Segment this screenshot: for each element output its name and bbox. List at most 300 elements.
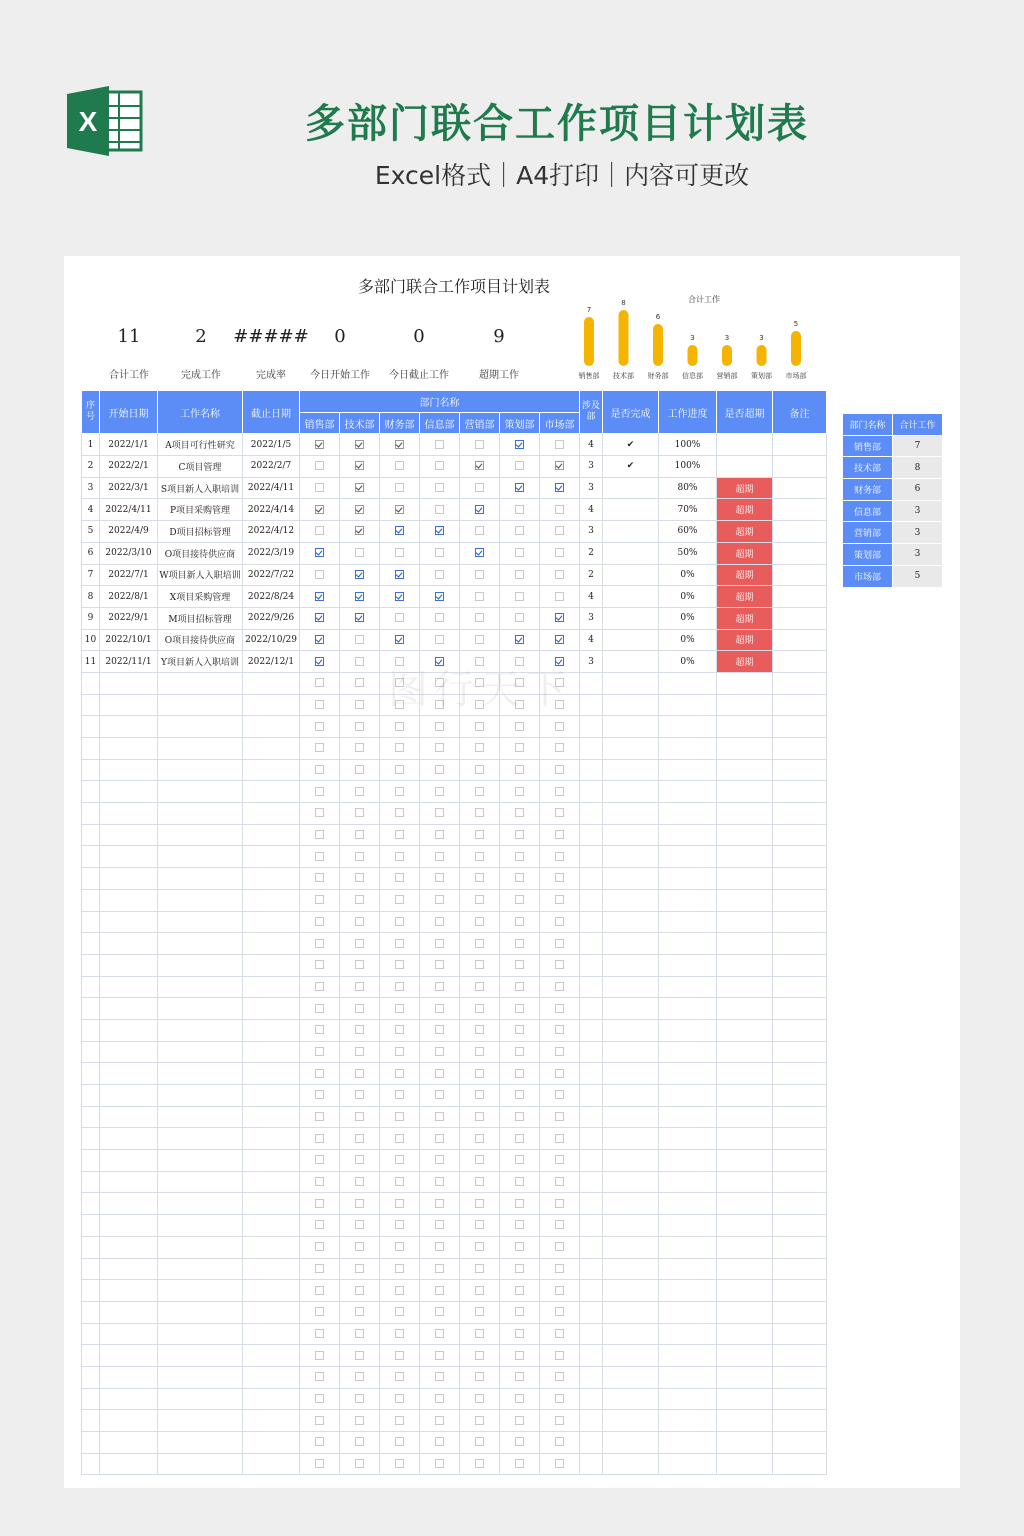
checkbox-empty-icon[interactable] xyxy=(475,526,484,535)
checkbox-empty-icon[interactable] xyxy=(315,1047,324,1056)
checkbox-empty-icon[interactable] xyxy=(475,1286,484,1295)
empty-cell[interactable] xyxy=(717,1453,773,1475)
checkbox-empty-icon[interactable] xyxy=(435,1416,444,1425)
empty-cell[interactable] xyxy=(243,1236,300,1258)
empty-cell[interactable] xyxy=(717,1063,773,1085)
empty-cell[interactable] xyxy=(158,1150,243,1172)
empty-cell[interactable] xyxy=(100,868,158,890)
empty-cell[interactable] xyxy=(580,694,603,716)
empty-cell[interactable] xyxy=(717,1432,773,1454)
cell-note[interactable] xyxy=(773,586,827,608)
empty-cell[interactable] xyxy=(158,1236,243,1258)
checkbox-empty-icon[interactable] xyxy=(355,852,364,861)
checkbox-empty-icon[interactable] xyxy=(475,895,484,904)
empty-cell[interactable] xyxy=(82,803,100,825)
checkbox-empty-icon[interactable] xyxy=(435,1047,444,1056)
empty-cell[interactable] xyxy=(773,1106,827,1128)
empty-cell[interactable] xyxy=(659,672,717,694)
checkbox-empty-icon[interactable] xyxy=(555,440,564,449)
checkbox-empty-icon[interactable] xyxy=(315,1004,324,1013)
checkbox-empty-icon[interactable] xyxy=(395,722,404,731)
empty-cell[interactable] xyxy=(82,694,100,716)
checkbox-empty-icon[interactable] xyxy=(515,1220,524,1229)
empty-cell[interactable] xyxy=(659,868,717,890)
checkbox-checked-icon[interactable] xyxy=(355,592,364,601)
empty-cell[interactable] xyxy=(717,781,773,803)
empty-cell[interactable] xyxy=(82,1366,100,1388)
checkbox-empty-icon[interactable] xyxy=(315,461,324,470)
empty-cell[interactable] xyxy=(717,911,773,933)
checkbox-empty-icon[interactable] xyxy=(435,1090,444,1099)
checkbox-empty-icon[interactable] xyxy=(475,982,484,991)
empty-cell[interactable] xyxy=(82,824,100,846)
empty-cell[interactable] xyxy=(100,1236,158,1258)
empty-cell[interactable] xyxy=(717,1171,773,1193)
empty-cell[interactable] xyxy=(82,1236,100,1258)
checkbox-empty-icon[interactable] xyxy=(515,592,524,601)
empty-cell[interactable] xyxy=(243,1041,300,1063)
checkbox-empty-icon[interactable] xyxy=(395,1286,404,1295)
empty-cell[interactable] xyxy=(773,694,827,716)
empty-cell[interactable] xyxy=(100,672,158,694)
checkbox-empty-icon[interactable] xyxy=(355,1155,364,1164)
checkbox-empty-icon[interactable] xyxy=(435,1220,444,1229)
checkbox-empty-icon[interactable] xyxy=(475,787,484,796)
empty-cell[interactable] xyxy=(82,781,100,803)
empty-cell[interactable] xyxy=(717,1345,773,1367)
checkbox-empty-icon[interactable] xyxy=(435,808,444,817)
empty-cell[interactable] xyxy=(580,1215,603,1237)
checkbox-empty-icon[interactable] xyxy=(435,1351,444,1360)
checkbox-empty-icon[interactable] xyxy=(475,1459,484,1468)
checkbox-empty-icon[interactable] xyxy=(355,1025,364,1034)
empty-cell[interactable] xyxy=(603,954,659,976)
empty-cell[interactable] xyxy=(243,868,300,890)
empty-cell[interactable] xyxy=(100,1215,158,1237)
checkbox-empty-icon[interactable] xyxy=(475,830,484,839)
empty-cell[interactable] xyxy=(100,911,158,933)
empty-cell[interactable] xyxy=(773,1171,827,1193)
empty-cell[interactable] xyxy=(580,1301,603,1323)
checkbox-empty-icon[interactable] xyxy=(475,1069,484,1078)
checkbox-empty-icon[interactable] xyxy=(435,960,444,969)
empty-cell[interactable] xyxy=(773,1193,827,1215)
empty-cell[interactable] xyxy=(580,1193,603,1215)
checkbox-empty-icon[interactable] xyxy=(475,1437,484,1446)
empty-cell[interactable] xyxy=(773,1128,827,1150)
empty-cell[interactable] xyxy=(100,1432,158,1454)
cell-note[interactable] xyxy=(773,629,827,651)
empty-cell[interactable] xyxy=(100,1150,158,1172)
empty-cell[interactable] xyxy=(659,998,717,1020)
checkbox-empty-icon[interactable] xyxy=(315,1090,324,1099)
empty-cell[interactable] xyxy=(717,1280,773,1302)
checkbox-empty-icon[interactable] xyxy=(475,1242,484,1251)
empty-cell[interactable] xyxy=(773,933,827,955)
checkbox-empty-icon[interactable] xyxy=(475,1090,484,1099)
checkbox-empty-icon[interactable] xyxy=(315,982,324,991)
checkbox-empty-icon[interactable] xyxy=(555,1155,564,1164)
checkbox-empty-icon[interactable] xyxy=(515,1090,524,1099)
empty-cell[interactable] xyxy=(773,1301,827,1323)
checkbox-empty-icon[interactable] xyxy=(475,939,484,948)
checkbox-empty-icon[interactable] xyxy=(395,1307,404,1316)
empty-cell[interactable] xyxy=(603,1106,659,1128)
checkbox-empty-icon[interactable] xyxy=(555,1416,564,1425)
empty-cell[interactable] xyxy=(243,1215,300,1237)
empty-cell[interactable] xyxy=(82,1019,100,1041)
checkbox-empty-icon[interactable] xyxy=(355,657,364,666)
empty-cell[interactable] xyxy=(243,1345,300,1367)
empty-cell[interactable] xyxy=(100,1258,158,1280)
empty-cell[interactable] xyxy=(243,1150,300,1172)
checkbox-empty-icon[interactable] xyxy=(395,1004,404,1013)
empty-cell[interactable] xyxy=(659,1215,717,1237)
checkbox-empty-icon[interactable] xyxy=(515,917,524,926)
empty-cell[interactable] xyxy=(580,824,603,846)
checkbox-empty-icon[interactable] xyxy=(395,483,404,492)
empty-cell[interactable] xyxy=(243,911,300,933)
checkbox-empty-icon[interactable] xyxy=(355,1220,364,1229)
checkbox-checked-icon[interactable] xyxy=(555,461,564,470)
checkbox-empty-icon[interactable] xyxy=(555,1069,564,1078)
empty-cell[interactable] xyxy=(82,738,100,760)
empty-cell[interactable] xyxy=(100,1388,158,1410)
empty-cell[interactable] xyxy=(158,1041,243,1063)
empty-cell[interactable] xyxy=(603,1085,659,1107)
checkbox-checked-icon[interactable] xyxy=(515,483,524,492)
checkbox-empty-icon[interactable] xyxy=(395,1220,404,1229)
checkbox-checked-icon[interactable] xyxy=(395,440,404,449)
empty-cell[interactable] xyxy=(659,1085,717,1107)
empty-cell[interactable] xyxy=(243,1453,300,1475)
checkbox-empty-icon[interactable] xyxy=(395,1025,404,1034)
checkbox-empty-icon[interactable] xyxy=(395,1351,404,1360)
checkbox-empty-icon[interactable] xyxy=(475,852,484,861)
empty-cell[interactable] xyxy=(659,911,717,933)
checkbox-checked-icon[interactable] xyxy=(555,635,564,644)
checkbox-empty-icon[interactable] xyxy=(395,765,404,774)
checkbox-empty-icon[interactable] xyxy=(355,1134,364,1143)
checkbox-empty-icon[interactable] xyxy=(315,895,324,904)
empty-cell[interactable] xyxy=(603,998,659,1020)
empty-cell[interactable] xyxy=(243,738,300,760)
checkbox-empty-icon[interactable] xyxy=(515,1286,524,1295)
checkbox-empty-icon[interactable] xyxy=(555,1004,564,1013)
checkbox-empty-icon[interactable] xyxy=(555,1264,564,1273)
empty-cell[interactable] xyxy=(717,803,773,825)
checkbox-empty-icon[interactable] xyxy=(395,1437,404,1446)
checkbox-empty-icon[interactable] xyxy=(515,852,524,861)
empty-cell[interactable] xyxy=(580,868,603,890)
checkbox-empty-icon[interactable] xyxy=(355,808,364,817)
empty-cell[interactable] xyxy=(243,1323,300,1345)
checkbox-empty-icon[interactable] xyxy=(355,1351,364,1360)
checkbox-empty-icon[interactable] xyxy=(515,722,524,731)
checkbox-empty-icon[interactable] xyxy=(475,1351,484,1360)
checkbox-empty-icon[interactable] xyxy=(315,1112,324,1121)
checkbox-empty-icon[interactable] xyxy=(515,982,524,991)
empty-cell[interactable] xyxy=(100,1171,158,1193)
checkbox-empty-icon[interactable] xyxy=(315,917,324,926)
empty-cell[interactable] xyxy=(659,1236,717,1258)
empty-cell[interactable] xyxy=(158,911,243,933)
empty-cell[interactable] xyxy=(717,868,773,890)
checkbox-empty-icon[interactable] xyxy=(475,613,484,622)
empty-cell[interactable] xyxy=(717,759,773,781)
empty-cell[interactable] xyxy=(100,1301,158,1323)
checkbox-empty-icon[interactable] xyxy=(395,873,404,882)
empty-cell[interactable] xyxy=(603,803,659,825)
empty-cell[interactable] xyxy=(603,738,659,760)
empty-cell[interactable] xyxy=(603,716,659,738)
empty-cell[interactable] xyxy=(717,1128,773,1150)
checkbox-empty-icon[interactable] xyxy=(395,1264,404,1273)
empty-cell[interactable] xyxy=(580,1128,603,1150)
empty-cell[interactable] xyxy=(158,1085,243,1107)
checkbox-empty-icon[interactable] xyxy=(475,592,484,601)
empty-cell[interactable] xyxy=(243,998,300,1020)
empty-cell[interactable] xyxy=(100,1345,158,1367)
checkbox-empty-icon[interactable] xyxy=(475,1155,484,1164)
checkbox-empty-icon[interactable] xyxy=(515,873,524,882)
checkbox-empty-icon[interactable] xyxy=(395,808,404,817)
empty-cell[interactable] xyxy=(717,1041,773,1063)
checkbox-checked-icon[interactable] xyxy=(475,505,484,514)
checkbox-checked-icon[interactable] xyxy=(355,461,364,470)
empty-cell[interactable] xyxy=(243,1432,300,1454)
empty-cell[interactable] xyxy=(580,1388,603,1410)
empty-cell[interactable] xyxy=(773,889,827,911)
empty-cell[interactable] xyxy=(158,1258,243,1280)
empty-cell[interactable] xyxy=(158,998,243,1020)
checkbox-checked-icon[interactable] xyxy=(395,505,404,514)
checkbox-empty-icon[interactable] xyxy=(515,787,524,796)
empty-cell[interactable] xyxy=(659,1128,717,1150)
empty-cell[interactable] xyxy=(717,954,773,976)
empty-cell[interactable] xyxy=(603,1388,659,1410)
checkbox-empty-icon[interactable] xyxy=(555,808,564,817)
empty-cell[interactable] xyxy=(82,1215,100,1237)
empty-cell[interactable] xyxy=(659,716,717,738)
checkbox-empty-icon[interactable] xyxy=(515,505,524,514)
empty-cell[interactable] xyxy=(158,933,243,955)
empty-cell[interactable] xyxy=(659,976,717,998)
empty-cell[interactable] xyxy=(603,1236,659,1258)
empty-cell[interactable] xyxy=(717,1323,773,1345)
empty-cell[interactable] xyxy=(773,868,827,890)
checkbox-empty-icon[interactable] xyxy=(435,1329,444,1338)
empty-cell[interactable] xyxy=(773,911,827,933)
empty-cell[interactable] xyxy=(243,824,300,846)
empty-cell[interactable] xyxy=(580,1432,603,1454)
checkbox-empty-icon[interactable] xyxy=(315,1351,324,1360)
checkbox-empty-icon[interactable] xyxy=(475,1372,484,1381)
empty-cell[interactable] xyxy=(158,781,243,803)
checkbox-checked-icon[interactable] xyxy=(355,526,364,535)
checkbox-empty-icon[interactable] xyxy=(315,1286,324,1295)
empty-cell[interactable] xyxy=(773,1280,827,1302)
checkbox-checked-icon[interactable] xyxy=(395,592,404,601)
checkbox-empty-icon[interactable] xyxy=(355,1394,364,1403)
cell-note[interactable] xyxy=(773,499,827,521)
checkbox-empty-icon[interactable] xyxy=(315,1329,324,1338)
empty-cell[interactable] xyxy=(603,976,659,998)
checkbox-empty-icon[interactable] xyxy=(515,1004,524,1013)
empty-cell[interactable] xyxy=(82,1085,100,1107)
checkbox-empty-icon[interactable] xyxy=(475,808,484,817)
checkbox-empty-icon[interactable] xyxy=(355,982,364,991)
checkbox-checked-icon[interactable] xyxy=(435,526,444,535)
checkbox-empty-icon[interactable] xyxy=(555,526,564,535)
checkbox-empty-icon[interactable] xyxy=(555,1459,564,1468)
empty-cell[interactable] xyxy=(243,1171,300,1193)
checkbox-empty-icon[interactable] xyxy=(475,765,484,774)
empty-cell[interactable] xyxy=(773,846,827,868)
empty-cell[interactable] xyxy=(580,1150,603,1172)
empty-cell[interactable] xyxy=(773,1019,827,1041)
empty-cell[interactable] xyxy=(603,672,659,694)
empty-cell[interactable] xyxy=(82,672,100,694)
checkbox-empty-icon[interactable] xyxy=(475,1004,484,1013)
empty-cell[interactable] xyxy=(82,759,100,781)
checkbox-empty-icon[interactable] xyxy=(435,1286,444,1295)
empty-cell[interactable] xyxy=(100,1019,158,1041)
empty-cell[interactable] xyxy=(603,781,659,803)
empty-cell[interactable] xyxy=(243,803,300,825)
empty-cell[interactable] xyxy=(603,1323,659,1345)
empty-cell[interactable] xyxy=(580,1063,603,1085)
empty-cell[interactable] xyxy=(158,889,243,911)
checkbox-empty-icon[interactable] xyxy=(555,1307,564,1316)
checkbox-empty-icon[interactable] xyxy=(555,592,564,601)
empty-cell[interactable] xyxy=(659,846,717,868)
empty-cell[interactable] xyxy=(717,1388,773,1410)
checkbox-checked-icon[interactable] xyxy=(555,483,564,492)
checkbox-checked-icon[interactable] xyxy=(355,570,364,579)
checkbox-empty-icon[interactable] xyxy=(555,1242,564,1251)
checkbox-checked-icon[interactable] xyxy=(315,592,324,601)
empty-cell[interactable] xyxy=(717,1258,773,1280)
checkbox-empty-icon[interactable] xyxy=(355,1069,364,1078)
checkbox-empty-icon[interactable] xyxy=(515,1112,524,1121)
empty-cell[interactable] xyxy=(158,1280,243,1302)
empty-cell[interactable] xyxy=(580,803,603,825)
empty-cell[interactable] xyxy=(82,933,100,955)
checkbox-checked-icon[interactable] xyxy=(315,548,324,557)
empty-cell[interactable] xyxy=(100,781,158,803)
empty-cell[interactable] xyxy=(100,1085,158,1107)
checkbox-empty-icon[interactable] xyxy=(555,852,564,861)
empty-cell[interactable] xyxy=(243,976,300,998)
empty-cell[interactable] xyxy=(659,1193,717,1215)
checkbox-empty-icon[interactable] xyxy=(395,960,404,969)
empty-cell[interactable] xyxy=(773,1388,827,1410)
empty-cell[interactable] xyxy=(100,803,158,825)
checkbox-empty-icon[interactable] xyxy=(355,1199,364,1208)
empty-cell[interactable] xyxy=(603,1041,659,1063)
empty-cell[interactable] xyxy=(773,716,827,738)
checkbox-empty-icon[interactable] xyxy=(315,483,324,492)
checkbox-empty-icon[interactable] xyxy=(355,895,364,904)
checkbox-empty-icon[interactable] xyxy=(475,1112,484,1121)
checkbox-empty-icon[interactable] xyxy=(475,1264,484,1273)
checkbox-empty-icon[interactable] xyxy=(315,526,324,535)
empty-cell[interactable] xyxy=(100,933,158,955)
empty-cell[interactable] xyxy=(580,998,603,1020)
empty-cell[interactable] xyxy=(158,1366,243,1388)
empty-cell[interactable] xyxy=(243,954,300,976)
checkbox-empty-icon[interactable] xyxy=(555,1177,564,1186)
empty-cell[interactable] xyxy=(603,1410,659,1432)
checkbox-empty-icon[interactable] xyxy=(475,1025,484,1034)
empty-cell[interactable] xyxy=(603,824,659,846)
empty-cell[interactable] xyxy=(100,1453,158,1475)
checkbox-empty-icon[interactable] xyxy=(395,1394,404,1403)
empty-cell[interactable] xyxy=(100,1366,158,1388)
checkbox-empty-icon[interactable] xyxy=(515,830,524,839)
empty-cell[interactable] xyxy=(243,759,300,781)
checkbox-empty-icon[interactable] xyxy=(515,939,524,948)
checkbox-empty-icon[interactable] xyxy=(315,1199,324,1208)
empty-cell[interactable] xyxy=(603,1150,659,1172)
checkbox-empty-icon[interactable] xyxy=(355,743,364,752)
empty-cell[interactable] xyxy=(82,1193,100,1215)
empty-cell[interactable] xyxy=(82,1280,100,1302)
checkbox-empty-icon[interactable] xyxy=(355,678,364,687)
empty-cell[interactable] xyxy=(82,1150,100,1172)
checkbox-checked-icon[interactable] xyxy=(355,440,364,449)
checkbox-empty-icon[interactable] xyxy=(515,548,524,557)
empty-cell[interactable] xyxy=(100,824,158,846)
checkbox-empty-icon[interactable] xyxy=(515,1416,524,1425)
checkbox-empty-icon[interactable] xyxy=(515,743,524,752)
empty-cell[interactable] xyxy=(158,1019,243,1041)
empty-cell[interactable] xyxy=(158,738,243,760)
checkbox-empty-icon[interactable] xyxy=(435,570,444,579)
cell-note[interactable] xyxy=(773,607,827,629)
empty-cell[interactable] xyxy=(243,1388,300,1410)
empty-cell[interactable] xyxy=(580,1280,603,1302)
checkbox-empty-icon[interactable] xyxy=(315,700,324,709)
checkbox-empty-icon[interactable] xyxy=(475,1394,484,1403)
empty-cell[interactable] xyxy=(82,1388,100,1410)
checkbox-empty-icon[interactable] xyxy=(355,1372,364,1381)
empty-cell[interactable] xyxy=(82,1345,100,1367)
checkbox-empty-icon[interactable] xyxy=(515,765,524,774)
checkbox-empty-icon[interactable] xyxy=(355,1047,364,1056)
empty-cell[interactable] xyxy=(158,1410,243,1432)
checkbox-empty-icon[interactable] xyxy=(555,982,564,991)
empty-cell[interactable] xyxy=(100,1410,158,1432)
checkbox-empty-icon[interactable] xyxy=(395,1199,404,1208)
empty-cell[interactable] xyxy=(158,1193,243,1215)
checkbox-empty-icon[interactable] xyxy=(555,1025,564,1034)
checkbox-empty-icon[interactable] xyxy=(395,917,404,926)
checkbox-empty-icon[interactable] xyxy=(315,1416,324,1425)
empty-cell[interactable] xyxy=(100,889,158,911)
checkbox-empty-icon[interactable] xyxy=(435,830,444,839)
checkbox-checked-icon[interactable] xyxy=(315,440,324,449)
empty-cell[interactable] xyxy=(158,1063,243,1085)
empty-cell[interactable] xyxy=(717,1106,773,1128)
cell-note[interactable] xyxy=(773,542,827,564)
empty-cell[interactable] xyxy=(82,1128,100,1150)
empty-cell[interactable] xyxy=(717,824,773,846)
checkbox-empty-icon[interactable] xyxy=(475,1134,484,1143)
checkbox-empty-icon[interactable] xyxy=(395,1047,404,1056)
checkbox-empty-icon[interactable] xyxy=(395,895,404,904)
